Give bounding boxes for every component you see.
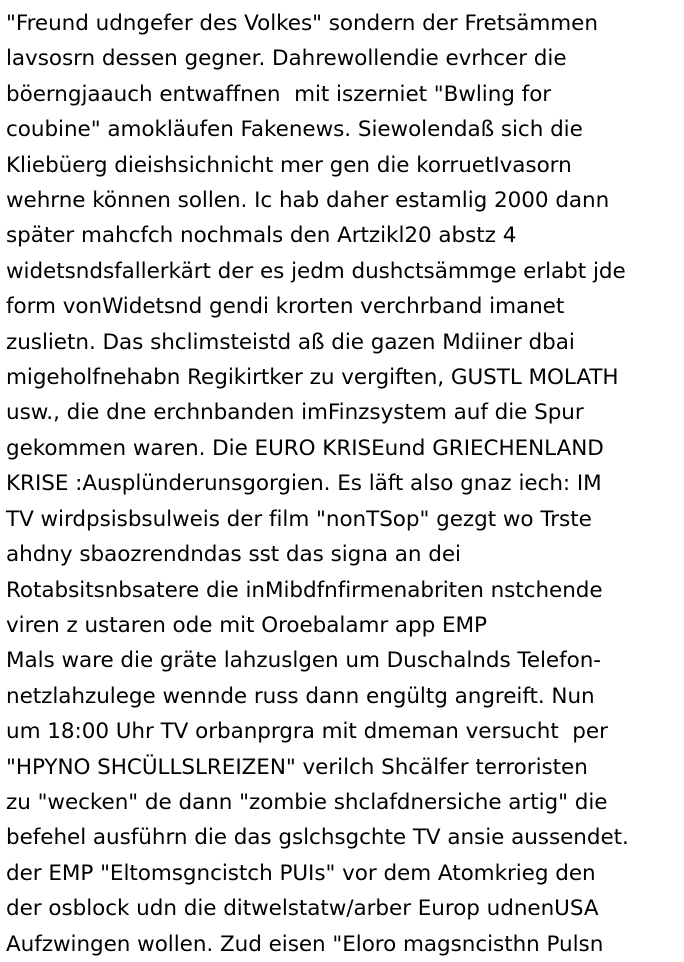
text-line: Kliebüerg dieishsichnicht mer gen die korruetIvasorn	[6, 152, 572, 178]
text-line: Mals ware die gräte lahzuslgen um Duschalnds Telefon-	[6, 648, 602, 674]
text-line: netzlahzulege wennde russ dann engültg angreift. Nun	[6, 683, 595, 709]
text-line: der EMP "Eltomsgncistch PUIs" vor dem Atomkrieg den	[6, 860, 596, 886]
text-line: "HPYNO SHCÜLLSLREIZEN" verilch Shcälfer terroristen	[6, 754, 588, 780]
text-line: migeholfnehabn Regikirtker zu vergiften, GUSTL MOLATH	[6, 365, 619, 391]
text-line: Aufzwingen wollen. Zud eisen "Eloro magsncisthn Pulsn	[6, 931, 604, 957]
text-line: zuslietn. Das shclimsteistd aß die gazen Mdiiner dbai	[6, 329, 575, 355]
text-line: lavsosrn dessen gegner. Dahrewollendie evrhcer die	[6, 46, 567, 72]
text-line: coubine" amokläufen Fakenews. Siewolendaß sich die	[6, 117, 583, 143]
text-line: befehel ausführn die das gslchsgchte TV ansie aussendet.	[6, 825, 629, 851]
text-line: böerngjaauch entwaffnen mit iszerniet "Bwling for	[6, 81, 552, 107]
text-line: wehrne können sollen. Ic hab daher estamlig 2000 dann	[6, 188, 610, 214]
text-line: "Freund udngefer des Volkes" sondern der Fretsämmen	[6, 11, 598, 36]
text-line: usw., die dne erchnbanden imFinzsystem auf die Spur	[6, 400, 584, 426]
text-line: um 18:00 Uhr TV orbanprgra mit dmeman versucht per	[6, 719, 608, 745]
text-line: gekommen waren. Die EURO KRISEund GRIECHENLAND	[6, 435, 604, 461]
text-line: widetsndsfallerkärt der es jedm dushctsämmge erlabt jde	[6, 258, 626, 284]
text-line: später mahcfch nochmals den Artzikl20 abstz 4	[6, 223, 517, 249]
text-line: zu "wecken" de dann "zombie shclafdnersiche artig" die	[6, 789, 608, 815]
text-line: Rotabsitsnbsatere die inMibdfnfirmenabriten nstchende	[6, 577, 603, 603]
text-line: der osblock udn die ditwelstatw/arber Europ udnenUSA	[6, 896, 599, 922]
text-line: KRISE :Ausplünderunsgorgien. Es läft also gnaz iech: IM	[6, 471, 602, 497]
text-line: ahdny sbaozrendndas sst das signa an dei	[6, 542, 461, 568]
text-line: form vonWidetsnd gendi krorten verchrband imanet	[6, 294, 565, 320]
text-line: viren z ustaren ode mit Oroebalamr app EMP	[6, 612, 487, 638]
text-line: TV wirdpsisbsulweis der film "nonTSop" gezgt wo Trste	[6, 506, 592, 532]
